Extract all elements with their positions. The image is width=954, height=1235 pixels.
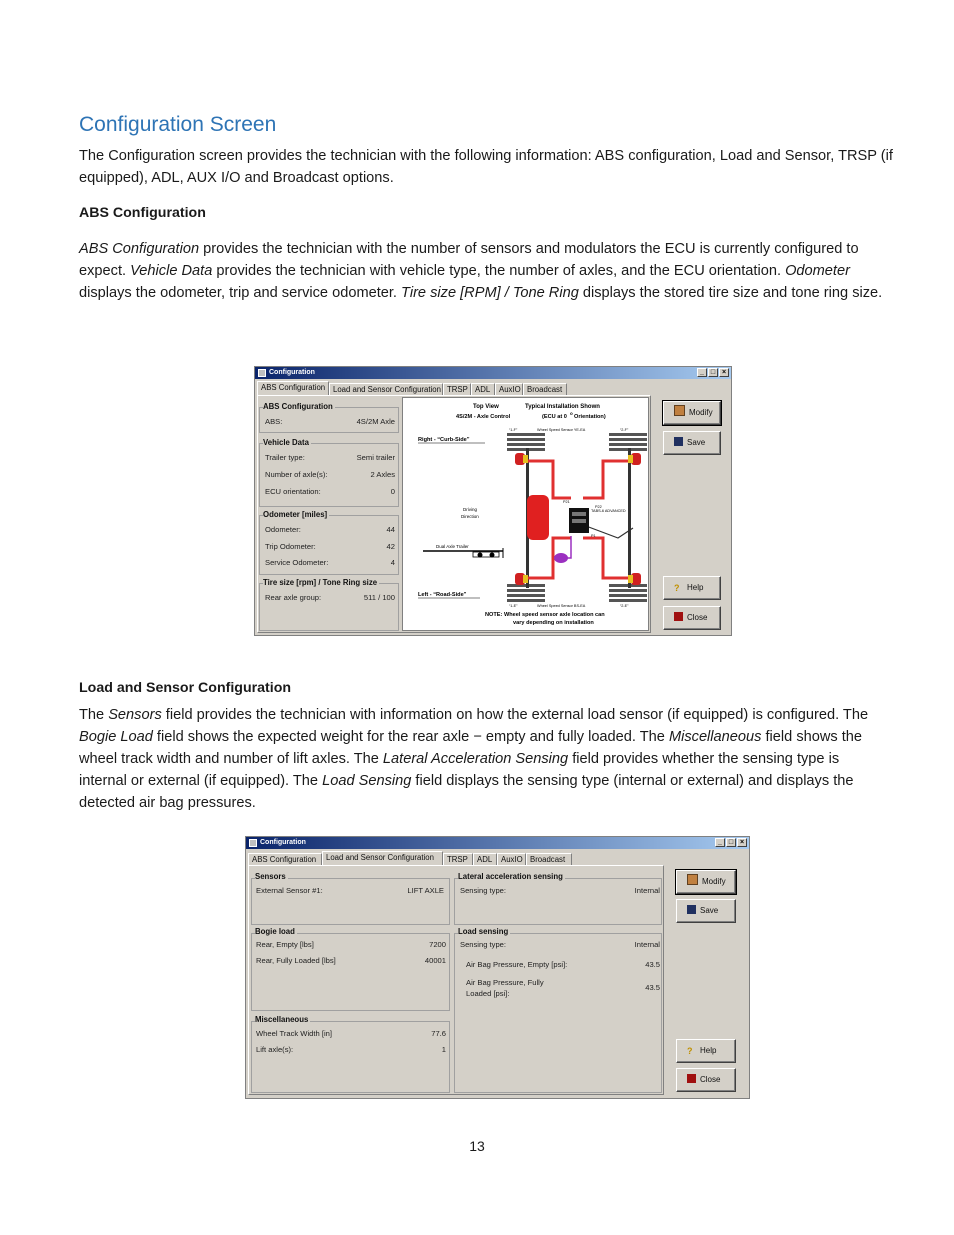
airbag-full-value: 43.5 [645, 983, 660, 992]
modify-button[interactable]: Modify [663, 401, 721, 425]
modify-icon [674, 405, 685, 416]
vehicle-data-group-title: Vehicle Data [263, 438, 309, 447]
tab-auxio[interactable]: AuxIO [497, 853, 526, 865]
direction-label: Direction [461, 514, 479, 519]
airbag-empty-value: 43.5 [645, 960, 660, 969]
airbag-full-label-2: Loaded [psi]: [466, 989, 510, 998]
wss-bottom-label: Wheel Speed Sensor BS-EA [537, 604, 586, 608]
odometer-label: Odometer: [265, 525, 301, 534]
minimize-button[interactable]: _ [715, 838, 725, 847]
abs-section-paragraph: ABS Configuration provides the technician with the number of sensors and modulators the ECU is currently configured to expect. Vehicle Data provides the technician with vehicle type, the number of axles, and the ECU orientation. Odometer displays the odometer, trip and service odometer. Tire size [RPM] / Tone Ring displays the stored tire size and tone ring size. [79, 241, 883, 301]
abs-label: ABS: [265, 417, 283, 426]
curb-side-label: Right - “Curb-Side” [418, 437, 470, 443]
help-button[interactable]: ? Help [663, 576, 721, 600]
load-sensor-window [245, 836, 750, 1099]
abs-section-heading: ABS Configuration [79, 205, 206, 221]
close-button[interactable]: Close [663, 606, 721, 630]
emphasized-term: ABS Configuration [79, 241, 200, 257]
load-section-heading: Load and Sensor Configuration [79, 680, 292, 696]
odometer-value: 44 [386, 525, 395, 534]
diagram-axle-control: 4S/2M - Axle Control [456, 414, 511, 420]
help-icon: ? [674, 583, 680, 593]
airbag-full-label-1: Air Bag Pressure, Fully [466, 978, 544, 987]
lift-axles-value: 1 [441, 1045, 446, 1054]
maximize-button[interactable]: □ [726, 838, 736, 847]
load-sensing-type-label: Sensing type: [460, 940, 507, 949]
wss-top-label: Wheel Speed Sensor YE-EA [537, 428, 586, 432]
floppy-disk-icon [687, 905, 696, 914]
tab-broadcast[interactable]: Broadcast [526, 853, 572, 865]
page-number: 13 [469, 1138, 485, 1154]
tire-size-group [259, 583, 399, 631]
service-odometer-label: Service Odometer: [265, 558, 329, 567]
diagram-orientation: Orientation) [574, 414, 606, 420]
lateral-sensing-type-value: Internal [634, 886, 660, 895]
window-close-button[interactable]: × [719, 368, 729, 377]
load-section-paragraph: The Sensors field provides the technician with information on how the external load sensor (if equipped) is configured. The Bogie Load field shows the expected weight for the rear axle − empty and fully loaded. The Miscellaneous field shows the wheel track width and number of lift axles. The Lateral Acceleration Sensing field provides whether the sensing type is internal or external (if equipped). The Load Sensing field displays the sensing type (internal or external) and displays the detected air bag pressures. [79, 707, 869, 811]
window-app-icon [258, 369, 266, 377]
ecu-orientation-value: 0 [390, 487, 395, 496]
load-sensing-group [454, 933, 662, 1093]
tab-trsp[interactable]: TRSP [443, 853, 473, 865]
modify-button[interactable]: Modify [676, 870, 736, 894]
diagram-ecu-at: (ECU at 0 [542, 414, 567, 420]
lift-valve [554, 553, 568, 563]
port-p22: P22 [595, 505, 602, 509]
rear-empty-value: 7200 [429, 940, 446, 949]
sensor-1f-label: “1-F” [509, 428, 518, 432]
ecu-name: TABS-6 ADVANCED [591, 509, 626, 513]
emphasized-term: Bogie Load [79, 729, 153, 745]
external-sensor-label: External Sensor #1: [256, 886, 323, 895]
tab-load-and-sensor[interactable]: Load and Sensor Configuration [322, 851, 443, 865]
emphasized-term: Vehicle Data [130, 263, 213, 279]
emphasized-term: Odometer [785, 263, 850, 279]
lateral-acceleration-group-title: Lateral acceleration sensing [458, 872, 563, 881]
trailer-side-icon [423, 548, 503, 558]
air-reservoir [527, 495, 549, 540]
ecu-orientation-label: ECU orientation: [265, 487, 321, 496]
miscellaneous-group-title: Miscellaneous [255, 1015, 309, 1024]
intro-paragraph: The Configuration screen provides the technician with the following information: ABS configuration, Load and Sensor, TRSP (if equipped), ADL, AUX I/O and Broadcast options. [79, 148, 893, 186]
trip-odometer-label: Trip Odometer: [265, 542, 316, 551]
sensor-2e-label: “2-E” [620, 604, 629, 608]
trailer-type-label: Trailer type: [265, 453, 305, 462]
maximize-button[interactable]: □ [708, 368, 718, 377]
emphasized-term: Load Sensing [322, 773, 412, 789]
lift-axles-label: Lift axle(s): [256, 1045, 294, 1054]
diagram-typical: Typical Installation Shown [525, 404, 600, 410]
note-line-2: vary depending on installation [513, 620, 594, 626]
rear-empty-label: Rear, Empty [lbs] [256, 940, 314, 949]
tab-load-and-sensor[interactable]: Load and Sensor Configuration [329, 383, 443, 395]
window-titlebar [246, 837, 749, 849]
load-sensing-group-title: Load sensing [458, 927, 509, 936]
help-button[interactable]: ? Help [676, 1039, 736, 1063]
road-side-label: Left - “Road-Side” [418, 592, 467, 598]
trailer-layout-diagram [403, 398, 649, 631]
tab-auxio[interactable]: AuxIO [495, 383, 523, 395]
window-close-button[interactable]: × [737, 838, 747, 847]
dual-axle-label: Dual Axle Trailer [436, 544, 469, 549]
sensors-group-title: Sensors [255, 872, 286, 881]
odometer-group-title: Odometer [miles] [263, 510, 328, 519]
axle-count-label: Number of axle(s): [265, 470, 328, 479]
rear-axle-group-label: Rear axle group: [265, 593, 322, 602]
port-p1: P1 [591, 534, 596, 538]
window-titlebar [255, 367, 731, 379]
sensor-2f-label: “2-F” [620, 428, 629, 432]
axle-2 [628, 448, 631, 588]
trip-odometer-value: 42 [386, 542, 395, 551]
minimize-button[interactable]: _ [697, 368, 707, 377]
track-width-value: 77.6 [431, 1029, 446, 1038]
tire-size-group-title: Tire size [rpm] / Tone Ring size [263, 578, 378, 587]
external-sensor-value: LIFT AXLE [407, 886, 444, 895]
tab-abs-configuration[interactable]: ABS Configuration [248, 853, 322, 865]
floppy-disk-icon [674, 437, 683, 446]
exit-door-icon [687, 1074, 696, 1083]
exit-door-icon [674, 612, 683, 621]
close-button[interactable]: Close [676, 1068, 736, 1092]
tab-abs-configuration[interactable]: ABS Configuration [257, 381, 329, 395]
lateral-sensing-type-label: Sensing type: [460, 886, 507, 895]
diagram-top-view: Top View [473, 404, 499, 410]
window-title: Configuration [269, 369, 315, 376]
page-title: Configuration Screen [79, 113, 277, 136]
installation-diagram [402, 397, 649, 631]
axle-count-value: 2 Axles [370, 470, 395, 479]
load-sensing-type-value: Internal [634, 940, 660, 949]
abs-config-group-title: ABS Configuration [263, 402, 333, 411]
help-icon: ? [687, 1046, 693, 1056]
modify-icon [687, 874, 698, 885]
save-button[interactable]: Save [676, 899, 736, 923]
tab-adl[interactable]: ADL [473, 853, 497, 865]
port-p21: P21 [563, 500, 570, 504]
emphasized-term: Miscellaneous [668, 729, 762, 745]
tab-broadcast[interactable]: Broadcast [523, 383, 567, 395]
note-line-1: NOTE: Wheel speed sensor axle location can [485, 612, 605, 618]
window-title: Configuration [260, 839, 306, 846]
emphasized-term: Sensors [108, 707, 162, 723]
trailer-type-value: Semi trailer [356, 453, 395, 462]
tab-adl[interactable]: ADL [471, 383, 495, 395]
emphasized-term: Lateral Acceleration Sensing [382, 751, 569, 767]
airbag-empty-label: Air Bag Pressure, Empty [psi]: [466, 960, 568, 969]
track-width-label: Wheel Track Width [in] [256, 1029, 332, 1038]
abs-configuration-window [254, 366, 732, 636]
sensor-1e-label: “1-E” [509, 604, 518, 608]
save-button[interactable]: Save [663, 431, 721, 455]
emphasized-term: Tire size [RPM] / Tone Ring [401, 285, 579, 301]
tab-trsp[interactable]: TRSP [443, 383, 471, 395]
diagram-degree: o [570, 411, 573, 416]
driving-label: Driving [463, 507, 478, 512]
rear-loaded-label: Rear, Fully Loaded [lbs] [256, 956, 336, 965]
window-app-icon [249, 839, 257, 847]
service-odometer-value: 4 [390, 558, 395, 567]
bogie-load-group-title: Bogie load [255, 927, 295, 936]
rear-loaded-value: 40001 [424, 956, 446, 965]
rear-axle-group-value: 511 / 100 [363, 593, 395, 602]
abs-value: 4S/2M Axle [356, 417, 395, 426]
